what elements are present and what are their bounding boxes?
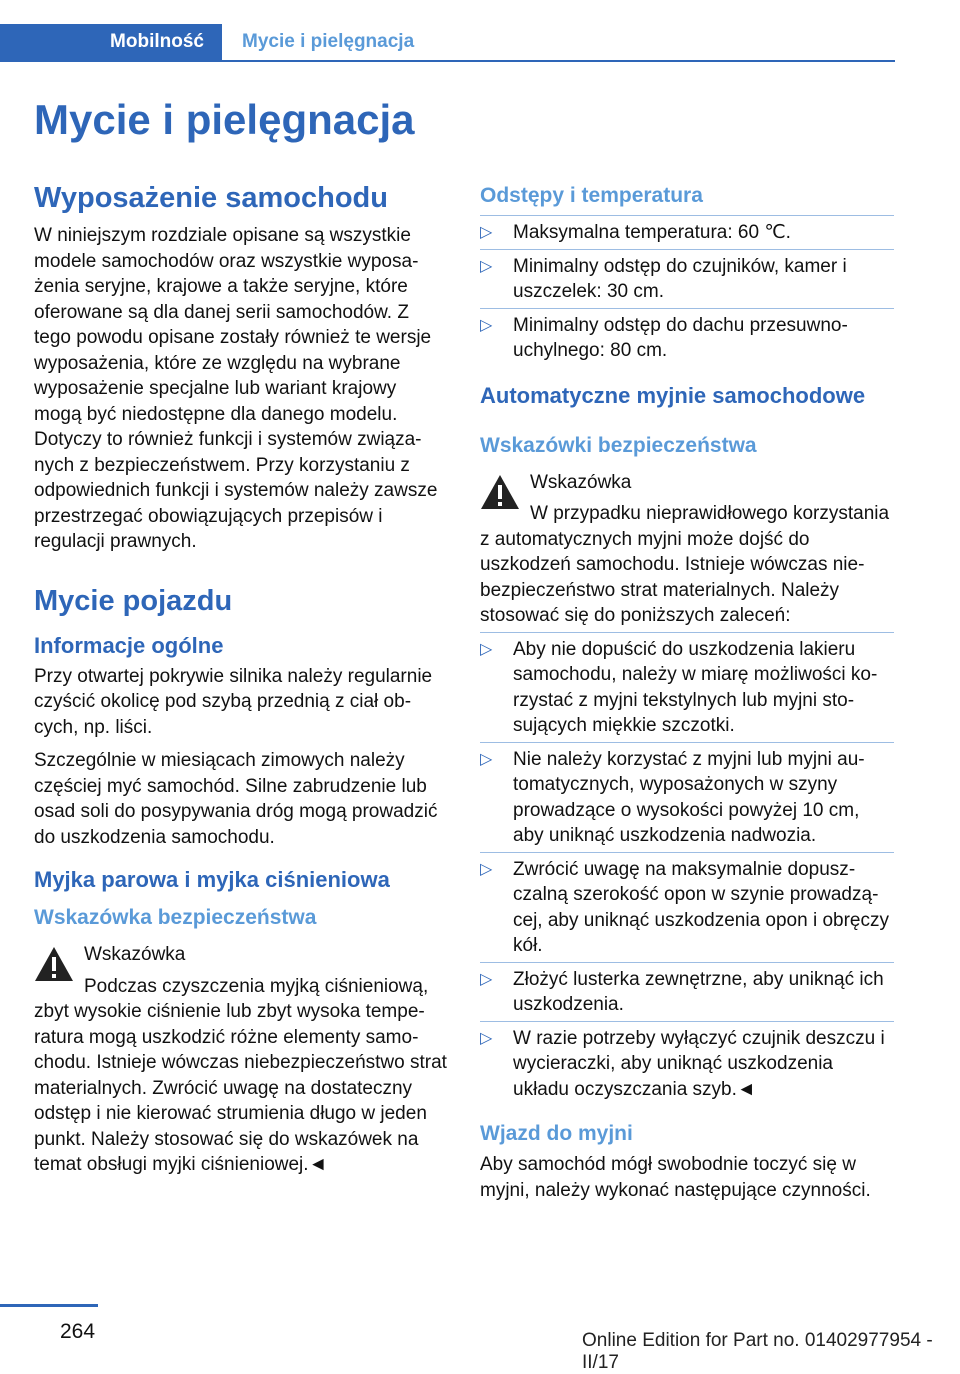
warning-label: Wskazówka — [84, 944, 186, 965]
warning-label: Wskazówka — [530, 471, 632, 493]
paragraph-info-1: Przy otwartej pokrywie silnika należy regularnie czyścić okolicę pod szybą przednią z ciał obcych, np. liści. — [34, 665, 433, 738]
warning-text-left: Podczas czyszczenia myjką ciśnieniową, zbyt wysokie ciśnienie lub zbyt wysoka temperatura mogą uszkodzić różne elementy samochodu. Istnieje wówczas niebezpieczeństwo strat materialnych. Zwrócić uwagę na dostateczny odstęp i nie kierować strumienia długo w jeden punkt. Należy stosować się do wskazówek na temat obsługi myjki ciśnieniowej.◄ — [34, 975, 447, 1175]
warning-block-right — [480, 470, 894, 629]
heading-wskazowki-right: Wskazówki bezpieczeństwa — [480, 433, 757, 457]
header-section-tab: Mobilność — [0, 24, 222, 60]
triangle-bullet-icon: ▷ — [480, 316, 493, 334]
myjnie-list — [480, 637, 894, 1103]
list-item: ▷ Nie należy korzystać z myjni lub myjni automatycznych, wyposażonych w szyny prowadzące o wysokości powyżej 10 cm, aby uniknąć uszkodzenia nadwozia. — [480, 747, 894, 849]
right-column — [480, 182, 894, 1211]
list-item: ▷ Maksymalna temperatura: 60 ℃. — [480, 220, 894, 246]
heading-odstepy: Odstępy i temperatura — [480, 184, 703, 207]
odstepy-list — [480, 220, 894, 364]
footer-rule — [0, 1304, 98, 1307]
triangle-bullet-icon: ▷ — [480, 257, 493, 275]
heading-wskazowka-left: Wskazówka bezpieczeństwa — [34, 906, 317, 929]
list-item: ▷ Złożyć lusterka zewnętrzne, aby uniknąć ich uszkodzenia. — [480, 967, 894, 1018]
list-item: ▷ Zwrócić uwagę na maksymalnie dopuszczalną szerokość opon w szynie prowadzącej, aby uniknąć uszkodzenia opon i obręczy kół. — [480, 857, 894, 959]
paragraph-wyposazenie: W niniejszym rozdziale opisane są wszystkie modele samochodów oraz wszystkie wyposażenia seryjne, krajowe a także seryjne, które oferowane są dla danej serii samochodów. Z tego powodu opisane zostały również te wersje wyposażenia, które ze względu na wybrane wyposażenie specjalne lub wariant krajowy mogą być niedostępne dla danego modelu. Dotyczy to również funkcji i systemów związanych z bezpieczeństwem. Przy korzystaniu z odpowiednich funkcji i systemów należy zawsze przestrzegać obowiązujących przepisów i regulacji prawnych. — [34, 225, 438, 552]
page-header — [0, 24, 895, 62]
header-chapter-label: Mycie i pielęgnacja — [242, 31, 415, 52]
heading-automatyczne: Automatyczne myjnie samochodowe — [480, 382, 866, 408]
list-item: ▷ Aby nie dopuścić do uszkodzenia lakieru samochodu, należy w miarę możliwości korzystać z myjni tekstylnych lub myjni stosujących miękkie szczotki. — [480, 637, 894, 739]
triangle-bullet-icon: ▷ — [480, 640, 493, 658]
warning-block-left — [34, 942, 448, 1178]
list-item: ▷ Minimalny odstęp do dachu przesuwnouchylnego: 80 cm. — [480, 313, 894, 364]
triangle-bullet-icon: ▷ — [480, 224, 493, 241]
triangle-bullet-icon: ▷ — [480, 860, 493, 878]
edition-label: Online Edition for Part no. 01402977954 - II/17 — [582, 1330, 933, 1373]
heading-wjazd: Wjazd do myjni — [480, 1122, 633, 1145]
list-item: ▷ Minimalny odstęp do czujników, kamer i uszczelek: 30 cm. — [480, 254, 894, 305]
heading-informacje-ogolne: Informacje ogólne — [34, 632, 224, 658]
left-column — [34, 182, 448, 1184]
paragraph-wjazd: Aby samochód mógł swobodnie toczyć się w myjni, należy wykonać następujące czynności. — [480, 1154, 871, 1201]
triangle-bullet-icon: ▷ — [480, 750, 493, 768]
list-item: ▷ W razie potrzeby wyłączyć czujnik deszczu i wycieraczki, aby uniknąć uszkodzenia układu oczyszczania szyb.◄ — [480, 1026, 894, 1103]
triangle-bullet-icon: ▷ — [480, 970, 493, 988]
warning-text-right: W przypadku nieprawidłowego korzystania z automatycznych myjni może dojść do uszkodzeń samochodu. Istnieje wówczas niebezpieczeństwo strat materialnych. Należy stosować się do poniższych zaleceń: — [480, 503, 890, 626]
warning-triangle-icon — [34, 946, 74, 982]
heading-myjka: Myjka parowa i myjka ciśnieniowa — [34, 867, 390, 892]
warning-triangle-icon — [480, 474, 520, 510]
header-rule — [0, 60, 895, 62]
heading-wyposazenie: Wyposażenie samochodu — [34, 182, 388, 214]
heading-mycie-pojazdu: Mycie pojazdu — [34, 584, 233, 617]
triangle-bullet-icon: ▷ — [480, 1029, 493, 1047]
page-title: Mycie i pielęgnacja — [34, 96, 415, 143]
page-number: 264 — [60, 1320, 96, 1343]
paragraph-info-2: Szczególnie w miesiącach zimowych należy częściej myć samochód. Silne zabrudzenie lub osad soli do posypywania dróg mogą prowadzić do uszkodzenia samochodu. — [34, 750, 438, 848]
